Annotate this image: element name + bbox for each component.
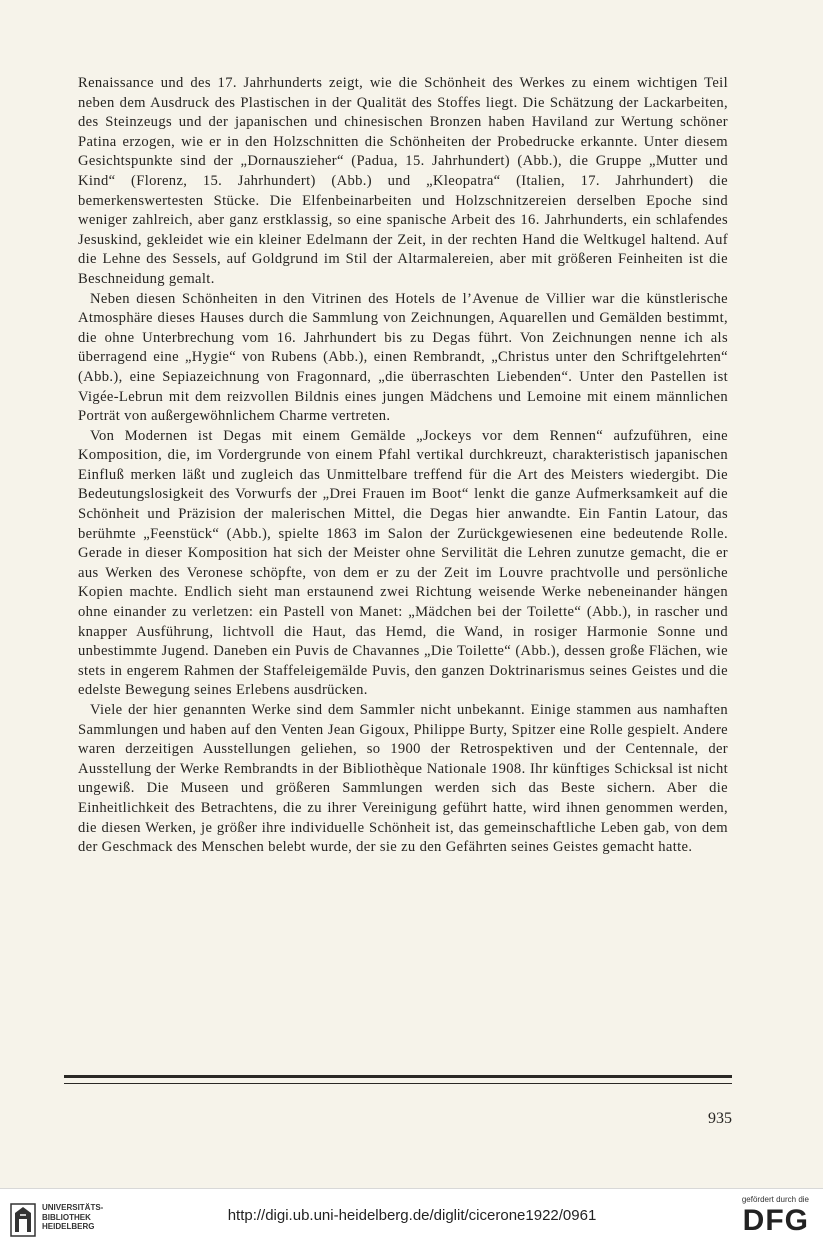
footer-rule-thick [64, 1075, 732, 1078]
footer-rule-thin [64, 1083, 732, 1084]
library-name-line-2: BIBLIOTHEK [42, 1212, 91, 1222]
page-number: 935 [708, 1110, 732, 1127]
university-library-name [42, 1203, 103, 1232]
dfg-logo: DFG [742, 1204, 809, 1237]
article-body [78, 74, 728, 858]
permalink-url[interactable]: http://digi.ub.uni-heidelberg.de/diglit/cicerone1922/0961 [227, 1207, 597, 1224]
university-library-logo-icon [10, 1203, 36, 1237]
library-name-line-1: UNIVERSITÄTS- [42, 1203, 104, 1212]
viewer-footer [0, 1188, 823, 1249]
paragraph-1: Renaissance und des 17. Jahrhunderts zeigt, wie die Schönheit des Werkes zu einem wichtigen Teil neben dem Ausdruck des Plastischen in der Qualität des Stoffes liegt. Die Schätzung der Lackarbeiten, des Steinzeugs und der japanischen und chinesischen Bronzen haben Haviland zur Wertung schöner Patina erzogen, wie er in den Holzschnitten die Schönheiten der Probedrucke erkannte. Unter diesem Gesichtspunkte sind der „Dornauszieher“ (Padua, 15. Jahrhundert) (Abb.), die Gruppe „Mutter und Kind“ (Florenz, 15. Jahrhundert) (Abb.) und „Kleopatra“ (Italien, 17. Jahrhundert) die bemerkenswertesten Stücke. Die Elfenbeinarbeiten und Holzschnitzereien derselben Epoche sind weniger zahlreich, aber ganz erstklassig, so eine spanische Arbeit des 16. Jahrhunderts, ein schlafendes Jesuskind, gekleidet wie ein kleiner Edelmann der Zeit, in der rechten Hand die Weltkugel haltend. Auf die Lehne des Sessels, auf Goldgrund im Stil der Altarmalereien, aber mit größeren Feinheiten ist die Beschneidung gemalt. [78, 75, 728, 287]
library-name-line-3: HEIDELBERG [42, 1222, 95, 1231]
paragraph-4: Viele der hier genannten Werke sind dem Sammler nicht unbekannt. Einige stammen aus namhaften Sammlungen und haben auf den Venten Jean Gigoux, Philippe Burty, Spitzer eine Rolle gespielt. Andere waren derzeitigen Ausstellungen geliehen, so 1900 der Retrospektiven und der Centennale, der Ausstellung der Werke Rembrandts in der Bibliothèque Nationale 1908. Ihr künftiges Schicksal ist nicht ungewiß. Die Museen und größeren Sammlungen werden sich das Beste sichern. Aber die Einheitlichkeit des Betrachtens, die zu ihrer Vereinigung geführt hatte, wird ihnen genommen werden, die diesen Werken, je größer ihre individuelle Schönheit ist, das gemeinschaftliche Leben gab, von dem der Geschmack des Menschen belebt wurde, der sie zu den Gefährten seines Geistes gemacht hatte. [78, 702, 728, 856]
funding-note: gefördert durch die [741, 1195, 809, 1204]
dfg-funding-badge [729, 1195, 809, 1236]
paragraph-2: Neben diesen Schönheiten in den Vitrinen des Hotels de l’Avenue de Villier war die künstlerische Atmosphäre dieses Hauses durch die Sammlung von Zeichnungen, Aquarellen und Gemälden bestimmt, die ohne Unterbrechung vom 16. Jahrhundert bis zu Degas führt. Von Zeichnungen nenne ich als überragend eine „Hygie“ von Rubens (Abb.), einen Rembrandt, „Christus unter den Schriftgelehrten“ (Abb.), eine Sepiazeichnung von Fragonnard, „die überraschten Liebenden“. Unter den Pastellen ist Vigée-Lebrun mit dem reizvollen Bildnis eines jungen Mädchens und Lemoine mit einem männlichen Porträt von außergewöhnlichem Charme vertreten. [78, 290, 728, 425]
paragraph-3: Von Modernen ist Degas mit einem Gemälde „Jockeys vor dem Rennen“ aufzuführen, eine Komposition, die, im Vordergrunde von einem Pfahl vertikal durchkreuzt, charakteristisch japanischen Einfluß merken läßt und zugleich das Unmittelbare treffend für die Art des Meisters wiedergibt. Die Bedeutungslosigkeit des Vorwurfs der „Drei Frauen im Boot“ lenkt die ganze Aufmerksamkeit auf die Schönheit und Präzision der malerischen Mittel, die Degas hier anwandte. Ein Fantin Latour, das berühmte „Feenstück“ (Abb.), spielte 1863 im Salon der Zurückgewiesenen eine bedeutende Rolle. Gerade in dieser Komposition hat sich der Meister ohne Servilität die Lehren zunutze gemacht, die er aus Werken des Veronese schöpfte, von dem er zu der Zeit im Louvre prachtvolle und persönliche Kopien machte. Endlich sieht man erstaunend zwei Richtung weisende Werke nebeneinander hängen ohne einander zu verletzen: ein Pastell von Manet: „Mädchen bei der Toilette“ (Abb.), in rascher und knapper Ausführung, lichtvoll die Haut, das Hemd, die Wand, in rosiger Harmonie Sonne und unbestimmte Jugend. Daneben ein Puvis de Chavannes „Die Toilette“ (Abb.), dessen große Flächen, wie stets in engerem Rahmen der Staffeleigemälde Puvis, den ganzen Doktrinarismus seines Geistes und die edelste Bewegung seines Erlebens ausdrücken. [78, 427, 728, 699]
